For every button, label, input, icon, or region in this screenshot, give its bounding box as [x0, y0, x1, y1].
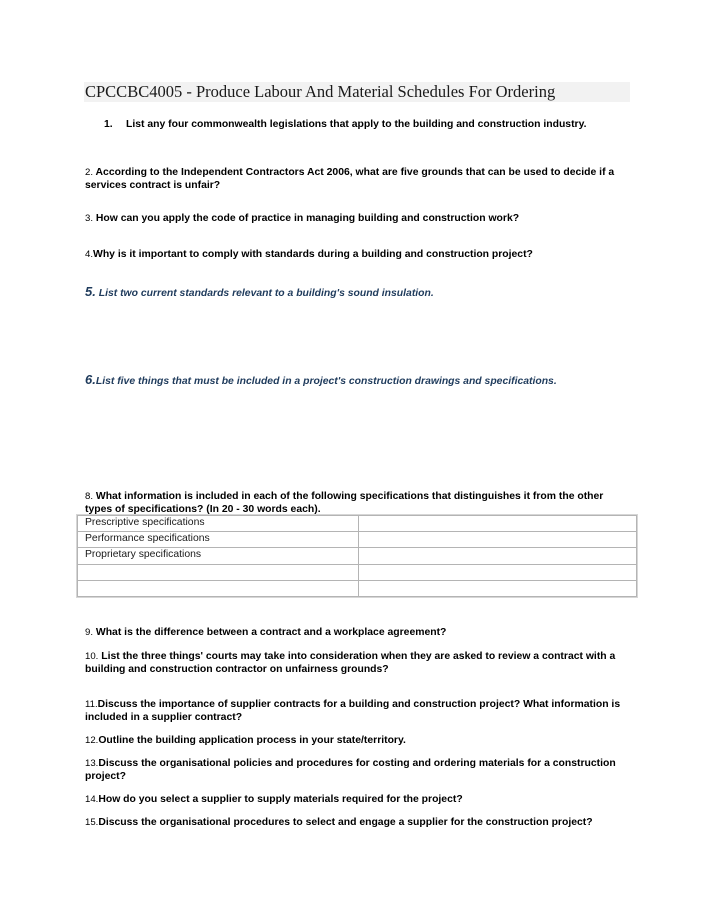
question-text: List the three things' courts may take into consideration when they are asked to review a contract with a building and construction contractor on unfairness grounds? [85, 651, 616, 675]
table-cell-answer[interactable] [359, 516, 637, 532]
question-text: Discuss the organisational procedures to select and engage a supplier for the construction project? [98, 817, 593, 828]
question-14 [85, 794, 633, 807]
question-12 [85, 735, 633, 748]
table-cell-answer[interactable] [359, 532, 637, 548]
table-cell-answer[interactable] [359, 548, 637, 564]
question-number: 3. [85, 213, 94, 224]
question-number: 2. [85, 167, 94, 178]
table-cell-answer[interactable] [359, 580, 637, 596]
question-number: 5. [85, 284, 96, 299]
table-row [78, 548, 637, 564]
question-1 [104, 119, 652, 132]
table-row [78, 532, 637, 548]
question-11 [85, 699, 633, 724]
document-title: CPCCBC4005 - Produce Labour And Material Schedules For Ordering [85, 82, 556, 101]
question-text: How do you select a supplier to supply materials required for the project? [98, 794, 463, 805]
question-number: 15. [85, 817, 99, 828]
table-cell-label: Proprietary specifications [78, 548, 359, 564]
question-number: 8. [85, 491, 94, 502]
question-6 [85, 374, 633, 389]
question-number: 11. [85, 699, 98, 710]
question-number: 10. [85, 651, 99, 662]
question-text: Why is it important to comply with standards during a building and construction project? [93, 249, 533, 260]
table-cell-label: Performance specifications [78, 532, 359, 548]
question-8 [85, 491, 633, 516]
table-row [78, 516, 637, 532]
question-text: Outline the building application process in your state/territory. [98, 735, 406, 746]
question-text: How can you apply the code of practice in managing building and construction work? [95, 213, 520, 224]
question-text: List two current standards relevant to a building's sound insulation. [98, 288, 434, 299]
question-number: 9. [85, 627, 94, 638]
question-4 [85, 249, 633, 262]
table-cell-label [78, 580, 359, 596]
question-3 [85, 213, 633, 226]
question-text: What information is included in each of the following specifications that distinguishes it from the other types of specifications? (In 20 - 30 words each). [85, 491, 604, 515]
question-15 [85, 817, 633, 830]
question-2 [85, 167, 633, 192]
specifications-table [77, 515, 637, 597]
question-number: 12. [85, 735, 99, 746]
question-number: 4. [85, 249, 94, 260]
question-10 [85, 651, 633, 676]
question-number: 14. [85, 794, 99, 805]
question-text: List five things that must be included in a project's construction drawings and specifications. [95, 376, 557, 387]
question-text: Discuss the organisational policies and procedures for costing and ordering materials for a construction project? [85, 758, 616, 782]
table-row [78, 580, 637, 596]
table-cell-label: Prescriptive specifications [78, 516, 359, 532]
question-number: 1. [104, 119, 113, 130]
question-text: According to the Independent Contractors Act 2006, what are five grounds that can be used to decide if a services contract is unfair? [85, 167, 615, 191]
table-cell-label [78, 564, 359, 580]
table-cell-answer[interactable] [359, 564, 637, 580]
question-number: 13. [85, 758, 99, 769]
table-row [78, 564, 637, 580]
question-text: What is the difference between a contract and a workplace agreement? [95, 627, 447, 638]
question-5 [85, 286, 633, 301]
question-text: Discuss the importance of supplier contracts for a building and construction project? What information is included in a supplier contract? [85, 699, 621, 723]
question-9 [85, 627, 633, 640]
question-text: List any four commonwealth legislations that apply to the building and construction industry. [126, 119, 587, 130]
question-13 [85, 758, 633, 783]
question-number: 6. [85, 372, 96, 387]
